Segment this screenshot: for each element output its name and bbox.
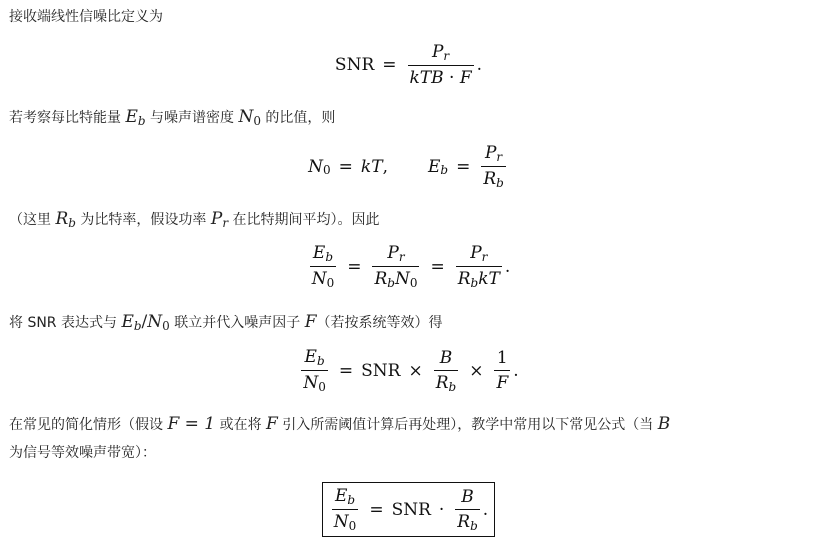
paragraph-combine: 将 SNR 表达式与 Eb/N0 联立并代入噪声因子 F（若按系统等效）得 — [9, 312, 443, 333]
equation-boxed — [0, 482, 817, 537]
eb-fraction: $\frac{Pr}{Rb}$ — [483, 143, 504, 190]
period: . — [476, 55, 483, 75]
boxed-formula: $\frac{Eb}{N0}$ = SNR · $\frac{B}{Rb}$ . — [322, 482, 495, 537]
snr-fraction — [408, 42, 474, 88]
rb-symbol: Rb — [55, 209, 76, 230]
f-symbol: F — [304, 312, 317, 332]
intro-text — [9, 3, 799, 31]
equation-snr — [0, 42, 817, 88]
pr-rbn0-fraction: $\frac{Pr}{\text{RbN0}}$ — [374, 243, 418, 290]
b-symbol: B — [657, 414, 671, 434]
snr-numerator: Pr — [431, 42, 450, 63]
pr-rbkt-fraction: $\frac{Pr}{\text{RbkT}}$ — [457, 243, 500, 290]
equation-eb-n0-ratio: $\frac{Eb}{N0}$ = $\frac{Pr}{\text{RbN0}}$ = $\frac{Pr}{\text{RbkT}}$ . — [311, 243, 511, 290]
pr-symbol: Pr — [210, 209, 229, 230]
paragraph-rb: （这里 Rb 为比特率，假设功率 Pr 在比特期间平均）。因此 — [9, 209, 380, 230]
eb-over-n0-inline: Eb/N0 — [121, 312, 170, 333]
f-equals-one: F = 1 — [167, 414, 216, 434]
paragraph-eb-n0: 若考察每比特能量 Eb 与噪声谱密度 N0 的比值，则 — [9, 107, 336, 128]
eb-symbol: Eb — [125, 107, 146, 128]
snr-denominator: kTB · F — [408, 65, 474, 88]
equation-n0-eb: N 0 = kT , E b = $\frac{Pr}{Rb}$ — [308, 143, 504, 190]
n0-symbol: N0 — [238, 107, 261, 128]
paragraph-simplified: 在常见的简化情形（假设 F = 1 或在将 F 引入所需阈值计算后再处理），教学中常用以下常见公式（当 B 为信号等效噪声带宽）： — [9, 414, 671, 461]
snr-label: SNR — [334, 55, 375, 75]
intro-line: 接收端线性信噪比定义为 — [9, 9, 163, 25]
equation-full: $\frac{Eb}{N0}$ = SNR × $\frac{B}{Rb}$ × $\frac{1}{F}$ . — [303, 347, 519, 394]
eb-n0-fraction: $\frac{Eb}{N0}$ — [311, 243, 335, 290]
equals-sign: = — [382, 55, 397, 75]
